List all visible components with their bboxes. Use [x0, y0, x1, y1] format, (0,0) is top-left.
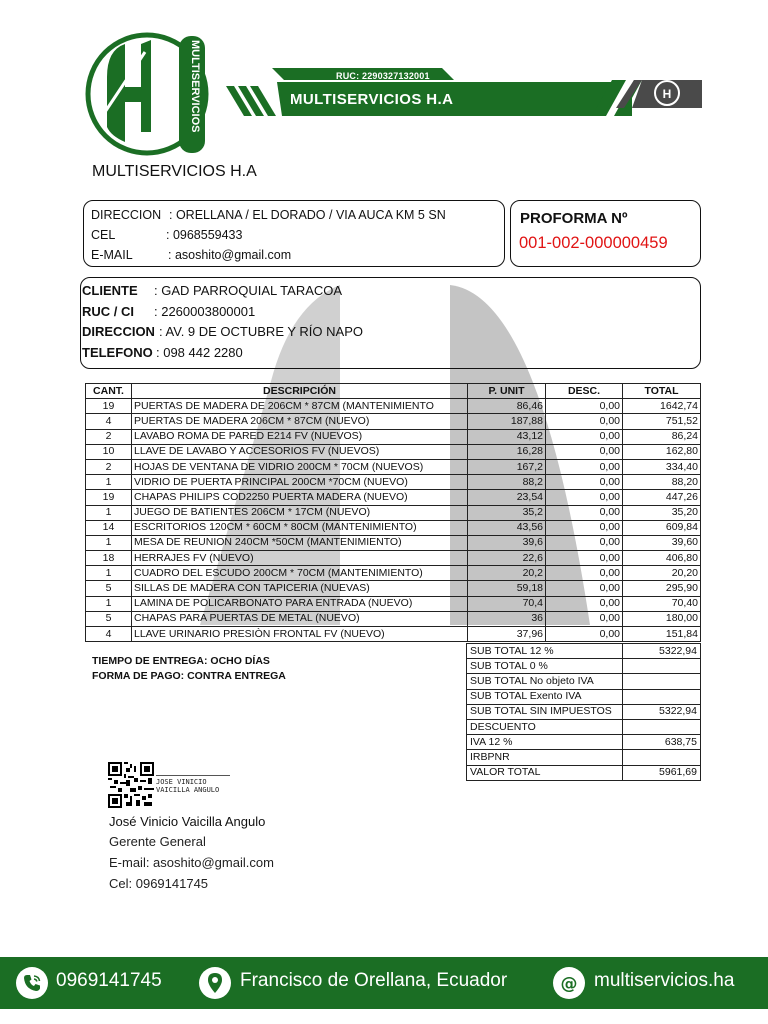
row-total: 447,26 — [623, 490, 701, 505]
row-description: JUEGO DE BATIENTES 206CM * 17CM (NUEVO) — [132, 505, 468, 520]
totals-row — [467, 765, 701, 780]
row-unit-price: 167,2 — [468, 459, 546, 474]
header-discount: DESC. — [546, 384, 623, 399]
row-total: 609,84 — [623, 520, 701, 535]
row-qty: 1 — [86, 475, 132, 490]
row-qty: 14 — [86, 520, 132, 535]
row-description: CUADRO DEL ESCUDO 200CM * 70CM (MANTENIMIENTO) — [132, 566, 468, 581]
ruc-line: RUC: 2290327132001 — [336, 71, 430, 81]
row-total: 39,60 — [623, 535, 701, 550]
company-email-label: E-MAIL — [91, 248, 133, 262]
row-total: 20,20 — [623, 566, 701, 581]
footer-social: multiservicios.ha — [594, 970, 735, 991]
row-discount: 0,00 — [546, 444, 623, 459]
row-qty: 5 — [86, 611, 132, 626]
totals-value: 638,75 — [623, 735, 701, 750]
svg-text:@: @ — [560, 974, 578, 994]
table-row — [86, 459, 701, 474]
totals-row — [467, 719, 701, 734]
row-qty: 18 — [86, 551, 132, 566]
totals-label: SUB TOTAL No objeto IVA — [467, 674, 623, 689]
signature-stamp-line1: JOSE VINICIO — [156, 778, 207, 786]
row-discount: 0,00 — [546, 535, 623, 550]
company-address-label: DIRECCION — [91, 208, 162, 222]
row-qty: 1 — [86, 535, 132, 550]
totals-value — [623, 674, 701, 689]
signer-cel: Cel: 0969141745 — [109, 876, 209, 891]
client-phone-row — [82, 345, 243, 360]
delivery-terms: TIEMPO DE ENTREGA: OCHO DÍAS — [92, 655, 270, 667]
signer-role: Gerente General — [109, 834, 206, 849]
company-email: : asoshito@gmail.com — [168, 248, 292, 262]
company-address-row — [91, 208, 446, 222]
row-total: 86,24 — [623, 429, 701, 444]
table-row — [86, 490, 701, 505]
logo-vertical-text: MULTISERVICIOS — [189, 40, 201, 133]
row-total: 151,84 — [623, 627, 701, 642]
signature-stamp-line2: VAICILLA ANGULO — [156, 786, 220, 794]
company-address: : ORELLANA / EL DORADO / VIA AUCA KM 5 SN — [169, 208, 446, 222]
client-id-row — [82, 304, 255, 319]
row-description: PUERTAS DE MADERA 206CM * 87CM (NUEVO) — [132, 414, 468, 429]
row-description: LAMINA DE POLICARBONATO PARA ENTRADA (NUEVO) — [132, 596, 468, 611]
company-phone-row — [91, 228, 242, 242]
row-total: 751,52 — [623, 414, 701, 429]
row-qty: 2 — [86, 459, 132, 474]
totals-row — [467, 674, 701, 689]
row-description: SILLAS DE MADERA CON TAPICERIA (NUEVAS) — [132, 581, 468, 596]
signer-name: José Vinicio Vaicilla Angulo — [109, 814, 266, 829]
location-pin-icon — [199, 967, 231, 999]
company-email-row — [91, 248, 291, 262]
totals-row — [467, 735, 701, 750]
row-description: PUERTAS DE MADERA DE 206CM * 87CM (MANTENIMIENTO — [132, 399, 468, 414]
totals-label: DESCUENTO — [467, 719, 623, 734]
totals-value — [623, 689, 701, 704]
row-discount: 0,00 — [546, 581, 623, 596]
row-discount: 0,00 — [546, 520, 623, 535]
banner-mini-logo: H — [662, 87, 672, 101]
row-discount: 0,00 — [546, 459, 623, 474]
row-unit-price: 70,4 — [468, 596, 546, 611]
row-description: ESCRITORIOS 120CM * 60CM * 80CM (MANTENIMIENTO) — [132, 520, 468, 535]
totals-value: 5322,94 — [623, 704, 701, 719]
row-discount: 0,00 — [546, 505, 623, 520]
row-qty: 4 — [86, 414, 132, 429]
row-unit-price: 43,56 — [468, 520, 546, 535]
footer-phone: 0969141745 — [56, 970, 162, 991]
row-qty: 2 — [86, 429, 132, 444]
company-logo — [85, 32, 210, 157]
table-row — [86, 414, 701, 429]
totals-value: 5961,69 — [623, 765, 701, 780]
row-description: HERRAJES FV (NUEVO) — [132, 551, 468, 566]
row-unit-price: 43,12 — [468, 429, 546, 444]
row-unit-price: 59,18 — [468, 581, 546, 596]
row-unit-price: 20,2 — [468, 566, 546, 581]
row-description: CHAPAS PHILIPS COD2250 PUERTA MADERA (NUEVO) — [132, 490, 468, 505]
client-name: : GAD PARROQUIAL TARACOA — [154, 283, 343, 298]
row-description: CHAPAS PARA PUERTAS DE METAL (NUEVO) — [132, 611, 468, 626]
header-description: DESCRIPCIÓN — [132, 384, 468, 399]
row-total: 88,20 — [623, 475, 701, 490]
row-description: MESA DE REUNION 240CM *50CM (MANTENIMIENTO) — [132, 535, 468, 550]
row-discount: 0,00 — [546, 490, 623, 505]
row-discount: 0,00 — [546, 566, 623, 581]
table-row — [86, 596, 701, 611]
client-phone: : 098 442 2280 — [156, 345, 243, 360]
row-qty: 1 — [86, 505, 132, 520]
row-discount: 0,00 — [546, 399, 623, 414]
totals-label: SUB TOTAL 0 % — [467, 659, 623, 674]
at-sign-icon — [553, 967, 585, 999]
header-qty: CANT. — [86, 384, 132, 399]
row-qty: 10 — [86, 444, 132, 459]
row-qty: 4 — [86, 627, 132, 642]
items-table — [85, 383, 701, 642]
client-address-row — [82, 324, 363, 339]
table-row — [86, 444, 701, 459]
row-description: LLAVE DE LAVABO Y ACCESORIOS FV (NUEVOS) — [132, 444, 468, 459]
table-row — [86, 566, 701, 581]
row-total: 334,40 — [623, 459, 701, 474]
row-total: 162,80 — [623, 444, 701, 459]
totals-value: 5322,94 — [623, 644, 701, 659]
row-description: VIDRIO DE PUERTA PRINCIPAL 200CM *70CM (NUEVO) — [132, 475, 468, 490]
row-total: 35,20 — [623, 505, 701, 520]
proforma-title: PROFORMA Nº — [520, 210, 628, 227]
row-qty: 19 — [86, 399, 132, 414]
table-row — [86, 475, 701, 490]
table-row — [86, 535, 701, 550]
payment-terms: FORMA DE PAGO: CONTRA ENTREGA — [92, 670, 286, 682]
table-row — [86, 429, 701, 444]
row-discount: 0,00 — [546, 627, 623, 642]
row-discount: 0,00 — [546, 551, 623, 566]
row-unit-price: 23,54 — [468, 490, 546, 505]
row-unit-price: 16,28 — [468, 444, 546, 459]
items-header-row — [86, 384, 701, 399]
totals-value — [623, 750, 701, 765]
proforma-number: 001-002-000000459 — [519, 234, 668, 252]
footer-location: Francisco de Orellana, Ecuador — [240, 970, 508, 991]
row-unit-price: 35,2 — [468, 505, 546, 520]
row-total: 1642,74 — [623, 399, 701, 414]
totals-row — [467, 689, 701, 704]
row-unit-price: 22,6 — [468, 551, 546, 566]
row-qty: 5 — [86, 581, 132, 596]
qr-code — [108, 762, 154, 808]
row-discount: 0,00 — [546, 596, 623, 611]
row-description: LLAVE URINARIO PRESIÒN FRONTAL FV (NUEVO) — [132, 627, 468, 642]
row-qty: 1 — [86, 566, 132, 581]
row-description: HOJAS DE VENTANA DE VIDRIO 200CM * 70CM (NUEVOS) — [132, 459, 468, 474]
totals-row — [467, 704, 701, 719]
row-discount: 0,00 — [546, 475, 623, 490]
row-total: 70,40 — [623, 596, 701, 611]
client-id: : 2260003800001 — [154, 304, 256, 319]
row-unit-price: 187,88 — [468, 414, 546, 429]
table-row — [86, 520, 701, 535]
row-qty: 1 — [86, 596, 132, 611]
company-phone: : 0968559433 — [166, 228, 243, 242]
client-name-row — [82, 283, 342, 298]
totals-value — [623, 659, 701, 674]
header-total: TOTAL — [623, 384, 701, 399]
row-unit-price: 37,96 — [468, 627, 546, 642]
signature-line — [156, 775, 230, 776]
totals-value — [623, 719, 701, 734]
row-total: 180,00 — [623, 611, 701, 626]
totals-label: SUB TOTAL 12 % — [467, 644, 623, 659]
banner-company-name: MULTISERVICIOS H.A — [290, 91, 454, 108]
totals-row — [467, 750, 701, 765]
row-description: LAVABO ROMA DE PARED E214 FV (NUEVOS) — [132, 429, 468, 444]
client-address-label: DIRECCION — [82, 324, 155, 339]
row-discount: 0,00 — [546, 611, 623, 626]
client-name-label: CLIENTE — [82, 283, 138, 298]
totals-row — [467, 659, 701, 674]
company-phone-label: CEL — [91, 228, 116, 242]
table-row — [86, 505, 701, 520]
totals-table — [466, 643, 701, 781]
company-title: MULTISERVICIOS H.A — [92, 163, 257, 180]
totals-row — [467, 644, 701, 659]
header-unit-price: P. UNIT — [468, 384, 546, 399]
row-unit-price: 88,2 — [468, 475, 546, 490]
totals-label: IVA 12 % — [467, 735, 623, 750]
phone-icon — [16, 967, 48, 999]
table-row — [86, 399, 701, 414]
row-unit-price: 86,46 — [468, 399, 546, 414]
row-qty: 19 — [86, 490, 132, 505]
table-row — [86, 551, 701, 566]
client-phone-label: TELEFONO — [82, 345, 153, 360]
totals-label: SUB TOTAL Exento IVA — [467, 689, 623, 704]
table-row — [86, 611, 701, 626]
totals-label: VALOR TOTAL — [467, 765, 623, 780]
row-discount: 0,00 — [546, 414, 623, 429]
row-total: 406,80 — [623, 551, 701, 566]
totals-label: IRBPNR — [467, 750, 623, 765]
totals-label: SUB TOTAL SIN IMPUESTOS — [467, 704, 623, 719]
client-address: : AV. 9 DE OCTUBRE Y RÍO NAPO — [159, 324, 363, 339]
client-id-label: RUC / CI — [82, 304, 134, 319]
row-total: 295,90 — [623, 581, 701, 596]
row-unit-price: 36 — [468, 611, 546, 626]
table-row — [86, 627, 701, 642]
row-unit-price: 39,6 — [468, 535, 546, 550]
signer-email: E-mail: asoshito@gmail.com — [109, 855, 274, 870]
row-discount: 0,00 — [546, 429, 623, 444]
table-row — [86, 581, 701, 596]
